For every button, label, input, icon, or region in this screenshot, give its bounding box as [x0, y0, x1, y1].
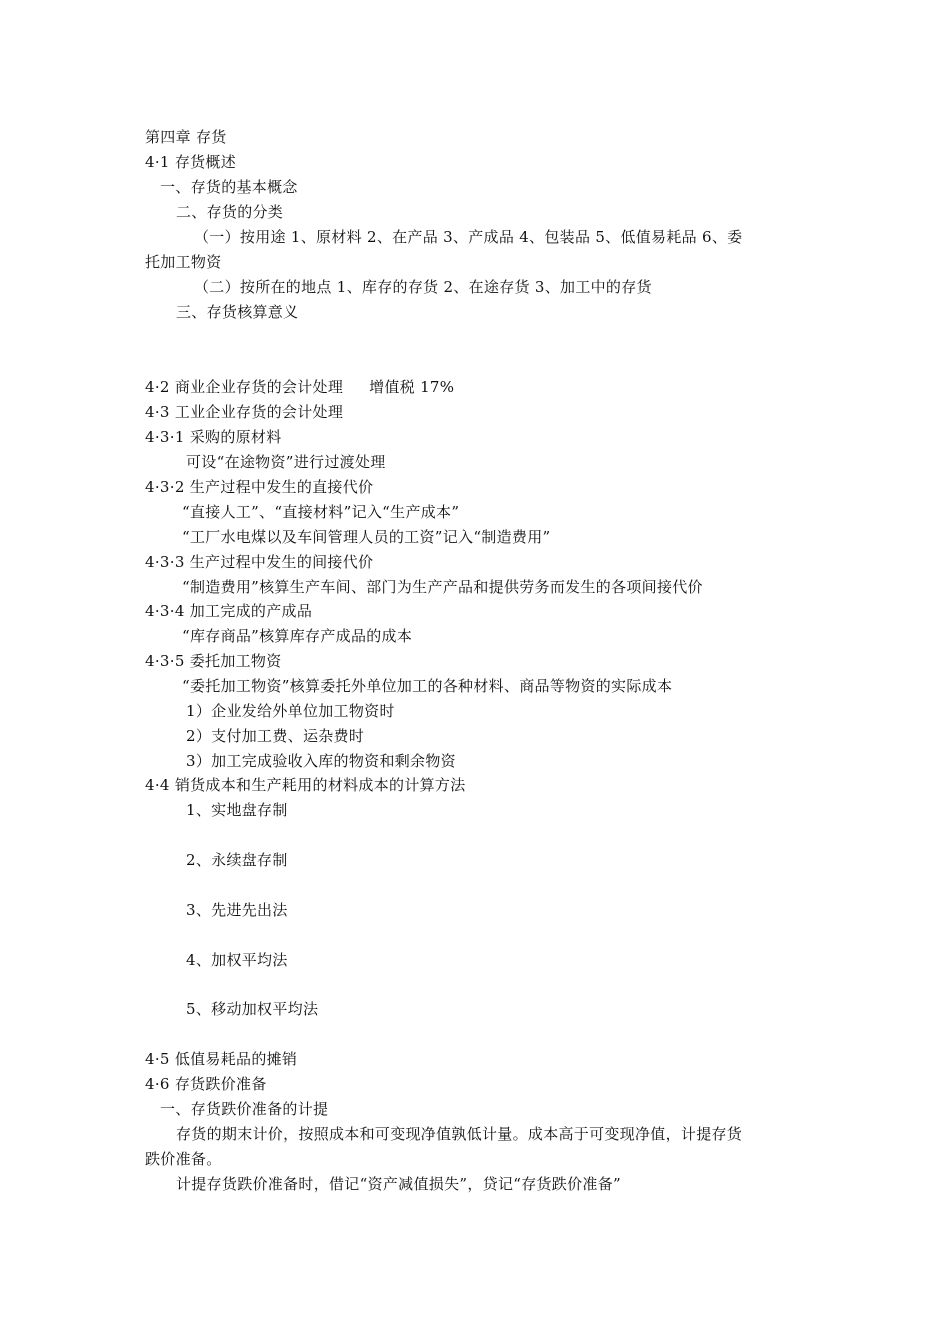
- section-4-2-title: 4·2 商业企业存货的会计处理: [145, 378, 344, 396]
- subsection-heading-4-3-1: 4·3·1 采购的原材料: [145, 428, 282, 446]
- impairment-journal-entry: 计提存货跌价准备时，借记“资产减值损失”，贷记“存货跌价准备”: [176, 1175, 621, 1193]
- accounting-significance-item: 三、存货核算意义: [176, 303, 299, 321]
- subsection-4-3-5-note: “委托加工物资”核算委托外单位加工的各种材料、商品等物资的实际成本: [182, 677, 673, 695]
- section-heading-4-4: 4·4 销货成本和生产耗用的材料成本的计算方法: [145, 776, 466, 794]
- section-heading-4-3: 4·3 工业企业存货的会计处理: [145, 403, 344, 421]
- section-heading-4-2: [145, 377, 454, 397]
- subsection-4-3-5-step3: 3）加工完成验收入库的物资和剩余物资: [186, 752, 456, 770]
- section-heading-4-6: 4·6 存货跌价准备: [145, 1075, 267, 1093]
- subsection-heading-4-3-3: 4·3·3 生产过程中发生的间接代价: [145, 553, 374, 571]
- impairment-paragraph-line2: 跌价准备。: [145, 1150, 222, 1168]
- section-heading-4-1: 4·1 存货概述: [145, 153, 237, 171]
- method-fifo: 3、先进先出法: [186, 901, 288, 919]
- method-weighted-average: 4、加权平均法: [186, 951, 288, 969]
- subsection-4-3-2-note1: “直接人工”、“直接材料”记入“生产成本”: [182, 503, 460, 521]
- impairment-paragraph-line1: 存货的期末计价，按照成本和可变现净值孰低计量。成本高于可变现净值，计提存货: [176, 1125, 743, 1143]
- subsection-4-3-2-note2: “工厂水电煤以及车间管理人员的工资”记入“制造费用”: [182, 528, 551, 546]
- concept-item: 一、存货的基本概念: [160, 178, 298, 196]
- subsection-heading-4-3-5: 4·3·5 委托加工物资: [145, 652, 282, 670]
- method-periodic-inventory: 1、实地盘存制: [186, 801, 288, 819]
- subsection-4-3-5-step2: 2）支付加工费、运杂费时: [186, 727, 365, 745]
- classification-item: 二、存货的分类: [176, 203, 284, 221]
- chapter-title: 第四章 存货: [145, 128, 227, 146]
- subsection-4-3-5-step1: 1）企业发给外单位加工物资时: [186, 702, 395, 720]
- subsection-heading-4-3-4: 4·3·4 加工完成的产成品: [145, 602, 313, 620]
- classification-by-use-line2: 托加工物资: [145, 253, 222, 271]
- subsection-4-3-1-note: 可设“在途物资”进行过渡处理: [186, 453, 386, 471]
- subsection-4-3-3-note: “制造费用”核算生产车间、部门为生产产品和提供劳务而发生的各项间接代价: [182, 578, 703, 596]
- subsection-heading-4-3-2: 4·3·2 生产过程中发生的直接代价: [145, 478, 374, 496]
- classification-by-use-line1: （一）按用途 1、原材料 2、在产品 3、产成品 4、包装品 5、低值易耗品 6、委: [194, 228, 743, 246]
- vat-rate: 增值税 17%: [369, 378, 455, 396]
- impairment-provision-item: 一、存货跌价准备的计提: [160, 1100, 329, 1118]
- subsection-4-3-4-note: “库存商品”核算库存产成品的成本: [182, 627, 413, 645]
- classification-by-location: （二）按所在的地点 1、库存的存货 2、在途存货 3、加工中的存货: [194, 278, 652, 296]
- section-heading-4-5: 4·5 低值易耗品的摊销: [145, 1050, 298, 1068]
- method-moving-weighted-average: 5、移动加权平均法: [186, 1000, 319, 1018]
- method-perpetual-inventory: 2、永续盘存制: [186, 851, 288, 869]
